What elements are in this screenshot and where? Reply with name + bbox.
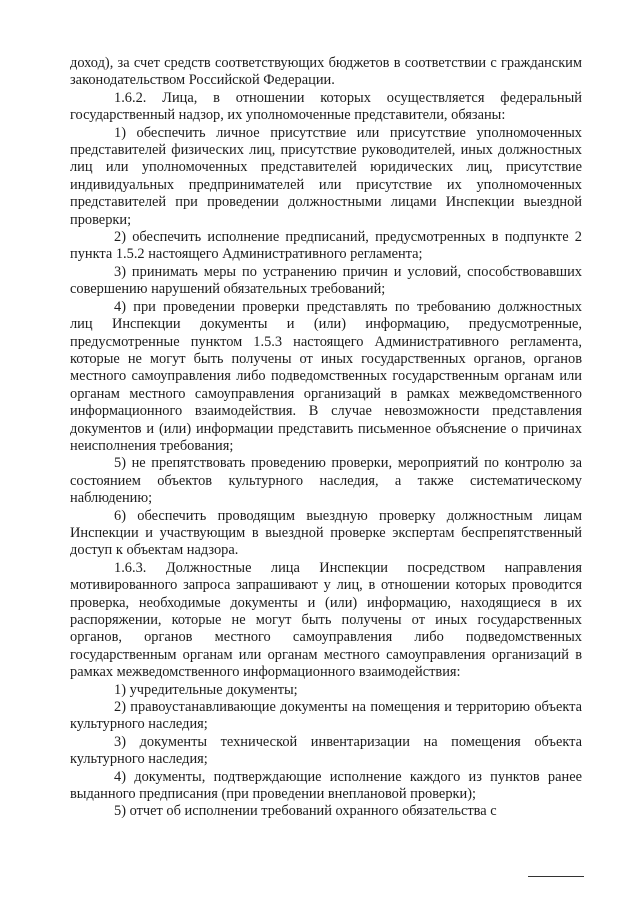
list-item: 4) документы, подтверждающие исполнение каждого из пунктов ранее выданного предписания (при проведении внеплановой проверки);: [70, 768, 582, 803]
list-item: 3) принимать меры по устранению причин и условий, способствовавших совершению нарушений обязательных требований;: [70, 263, 582, 298]
list-item: 6) обеспечить проводящим выездную проверку должностным лицам Инспекции и участвующим в выездной проверке экспертам беспрепятственный доступ к объектам надзора.: [70, 507, 582, 559]
footer-rule: [528, 876, 584, 877]
list-item: 2) правоустанавливающие документы на помещения и территорию объекта культурного наследия;: [70, 699, 582, 733]
list-item: 5) не препятствовать проведению проверки, мероприятий по контролю за состоянием объектов культурного наследия, а также систематическому наблюдению;: [70, 455, 582, 507]
list-item: 1) обеспечить личное присутствие или присутствие уполномоченных представителей физических лиц, присутствие руководителей, иных должностных лиц или уполномоченных представителей юридических лиц, присутствие индивидуальных предпринимателей или присутствие их уполномоченных представителей при проведении должностными лицами Инспекции выездной проверки;: [70, 124, 582, 228]
document-body: [70, 55, 582, 821]
list-item: 3) документы технической инвентаризации на помещения объекта культурного наследия;: [70, 733, 582, 768]
list-item: 4) при проведении проверки представлять по требованию должностных лиц Инспекции документы и (или) информацию, предусмотренные, предусмотренные пунктом 1.5.3 настоящего Административного регламента, которые не могут быть получены от иных государственных органов, органов местного самоуправления либо подведомственных государственным органам или органам местного самоуправления организаций в рамках межведомственного информационного взаимодействия. В случае невозможности представления документов и (или) информации представить письменное объяснение о причинах неисполнения требования;: [70, 298, 582, 454]
paragraph: 1.6.2. Лица, в отношении которых осуществляется федеральный государственный надзор, их уполномоченные представители, обязаны:: [70, 89, 582, 124]
paragraph: 1.6.3. Должностные лица Инспекции посредством направления мотивированного запроса запрашивают у лиц, в отношении которых проводится проверка, необходимые документы и (или) информацию, находящиеся в их распоряжении, которые не могут быть получены от иных государственных органов, органов местного самоуправления либо подведомственных государственным органам или органам местного самоуправления организаций в рамках межведомственного информационного взаимодействия:: [70, 559, 582, 681]
list-item: 5) отчет об исполнении требований охранного обязательства с: [114, 803, 497, 820]
paragraph: доход), за счет средств соответствующих бюджетов в соответствии с гражданским законодательством Российской Федерации.: [70, 55, 582, 89]
list-item: 1) учредительные документы;: [114, 681, 298, 698]
list-item: 2) обеспечить исполнение предписаний, предусмотренных в подпункте 2 пункта 1.5.2 настоящего Административного регламента;: [70, 229, 582, 263]
